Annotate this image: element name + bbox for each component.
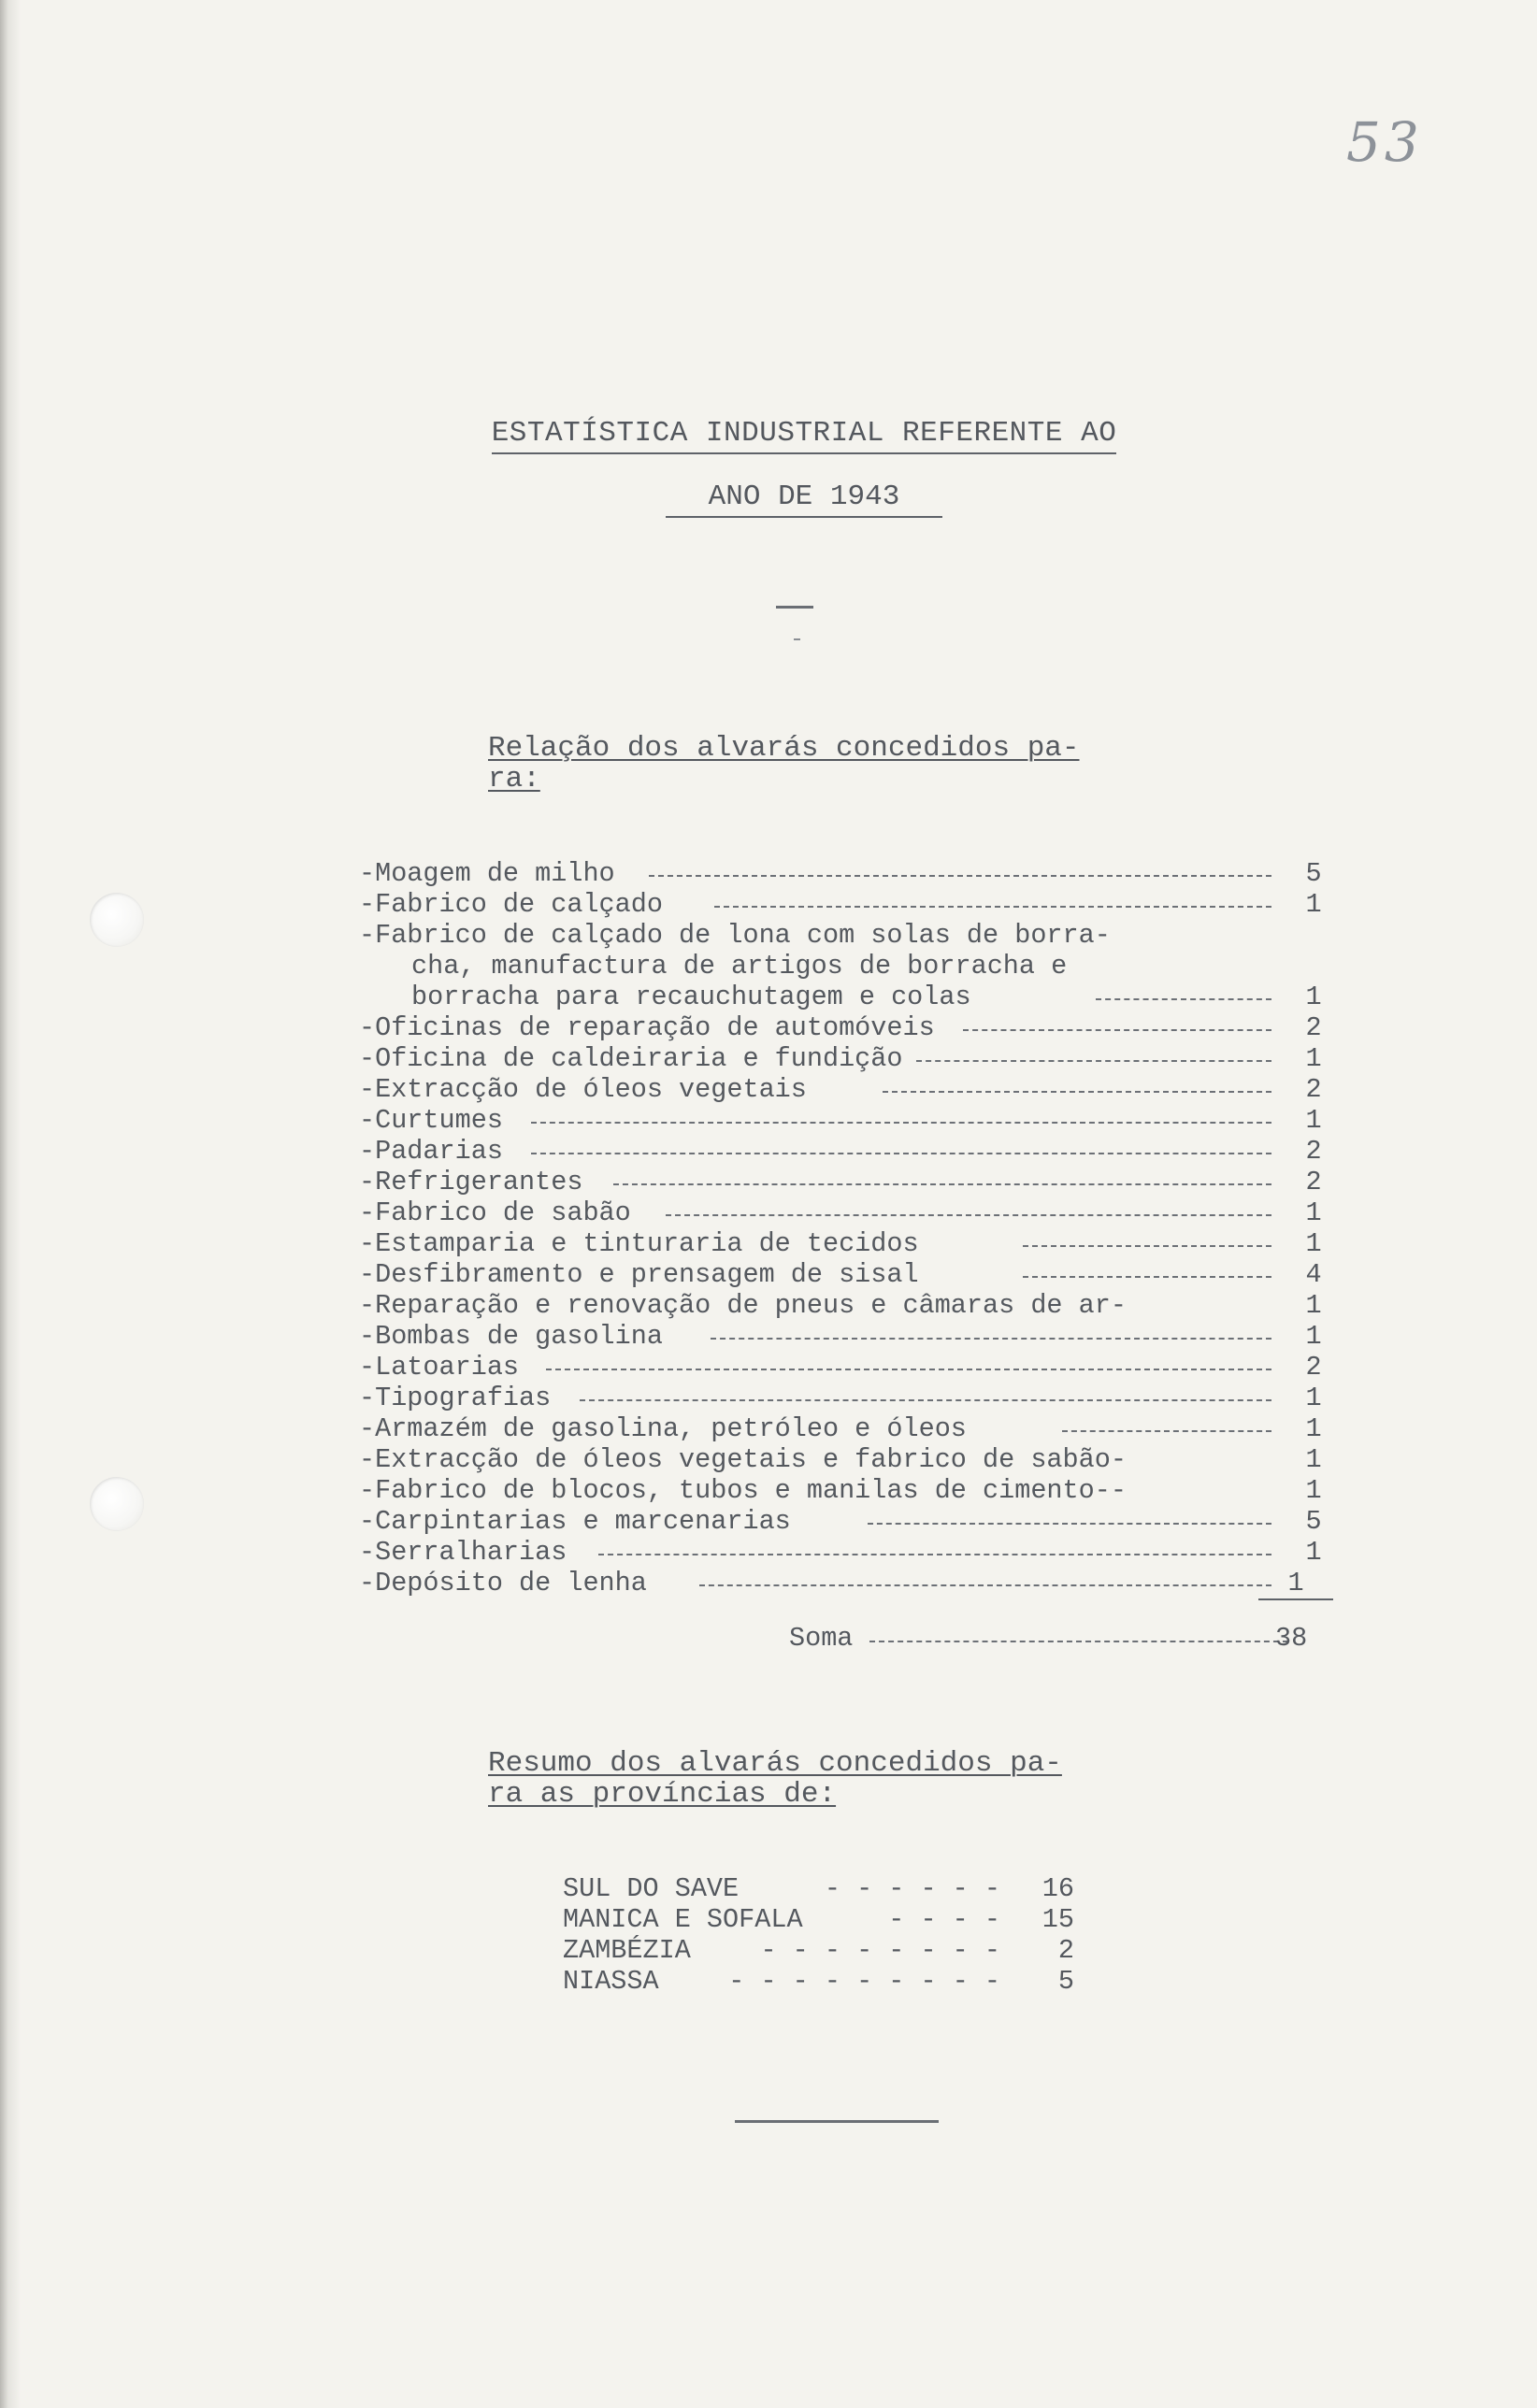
item-count: 2: [1305, 1352, 1322, 1383]
total-label: Soma: [789, 1623, 854, 1654]
item-label: -Serralharias: [359, 1537, 567, 1568]
item-label: borracha para recauchutagem e colas: [411, 982, 971, 1012]
item-count: 1: [1305, 1197, 1322, 1228]
leader-dashes: [1023, 1245, 1271, 1247]
list-item: [359, 1506, 1350, 1537]
province-name: NIASSA: [563, 1966, 659, 1997]
list-item: [359, 889, 1350, 920]
item-count: 2: [1305, 1012, 1322, 1043]
item-count: 1: [1305, 889, 1322, 920]
item-count: 5: [1305, 858, 1322, 889]
item-label: cha, manufactura de artigos de borracha e: [411, 951, 1068, 982]
list-item: [359, 1444, 1350, 1475]
list-item: [359, 982, 1350, 1012]
list-item: [359, 1568, 1350, 1598]
item-label: -Moagem de milho: [359, 858, 615, 889]
item-label: -Carpintarias e marcenarias: [359, 1506, 791, 1537]
item-label: -Reparação e renovação de pneus e câmaras de ar-: [359, 1290, 1127, 1321]
leader-dashes: - - - - - -: [824, 1873, 1000, 1904]
item-count: 2: [1305, 1074, 1322, 1105]
list-item: [359, 951, 1350, 982]
item-label: -Desfibramento e prensagem de sisal: [359, 1259, 919, 1290]
list-item: [359, 1383, 1350, 1413]
section-heading: Relação dos alvarás concedidos pa- ra:: [488, 732, 1080, 796]
item-count: 1: [1305, 1321, 1322, 1352]
list-item: [359, 1290, 1350, 1321]
item-label: -Padarias: [359, 1136, 503, 1167]
list-item: [359, 1136, 1350, 1167]
province-name: ZAMBÉZIA: [563, 1935, 691, 1966]
province-row: [563, 1873, 1086, 1904]
item-count: 5: [1305, 1506, 1322, 1537]
leader-dashes: [868, 1523, 1271, 1525]
province-name: MANICA E SOFALA: [563, 1904, 803, 1935]
item-count: 1: [1305, 1228, 1322, 1259]
item-count: 4: [1305, 1259, 1322, 1290]
leader-dashes: [883, 1091, 1271, 1093]
province-list: [563, 1873, 1086, 1997]
document-subtitle: ANO DE 1943: [0, 480, 1537, 513]
province-row: [563, 1935, 1086, 1966]
leader-dashes: [869, 1641, 1288, 1642]
leader-dashes: [711, 1338, 1271, 1340]
list-item: [359, 1074, 1350, 1105]
province-count: 2: [1057, 1935, 1074, 1966]
item-label: -Fabrico de sabão: [359, 1197, 631, 1228]
item-label: -Armazém de gasolina, petróleo e óleos: [359, 1413, 967, 1444]
item-label: -Curtumes: [359, 1105, 503, 1136]
leader-dashes: [963, 1029, 1271, 1031]
item-count: 1: [1305, 982, 1322, 1012]
total-value: 38: [1275, 1623, 1308, 1654]
list-item: [359, 1228, 1350, 1259]
divider-dot: [794, 638, 800, 640]
province-row: [563, 1904, 1086, 1935]
list-item: [359, 1352, 1350, 1383]
item-label: -Refrigerantes: [359, 1167, 583, 1197]
list-item: [359, 1259, 1350, 1290]
item-label: -Fabrico de calçado de lona com solas de borra-: [359, 920, 1111, 951]
item-count: 1: [1305, 1383, 1322, 1413]
item-count: 1: [1305, 1537, 1322, 1568]
leader-dashes: [699, 1584, 1271, 1586]
leader-dashes: [1062, 1430, 1271, 1432]
province-row: [563, 1966, 1086, 1997]
item-label: -Latoarias: [359, 1352, 520, 1383]
item-count: 1: [1305, 1290, 1322, 1321]
province-count: 5: [1057, 1966, 1074, 1997]
item-label: -Oficina de caldeiraria e fundição: [359, 1043, 903, 1074]
document-title: ESTATÍSTICA INDUSTRIAL REFERENTE AO: [0, 417, 1537, 450]
item-count: 1: [1305, 1475, 1322, 1506]
leader-dashes: [916, 1060, 1271, 1062]
province-count: 16: [1041, 1873, 1074, 1904]
list-item: [359, 920, 1350, 951]
list-item: [359, 1475, 1350, 1506]
leader-dashes: [613, 1183, 1271, 1185]
list-item: [359, 1043, 1350, 1074]
item-label: -Extracção de óleos vegetais e fabrico de sabão-: [359, 1444, 1127, 1475]
list-item: [359, 1413, 1350, 1444]
item-count: 1: [1258, 1568, 1333, 1600]
leader-dashes: [531, 1153, 1271, 1154]
list-item: [359, 1167, 1350, 1197]
leader-dashes: [649, 875, 1271, 877]
leader-dashes: [666, 1214, 1271, 1216]
item-label: -Tipografias: [359, 1383, 552, 1413]
paper-edge: [0, 0, 21, 2408]
item-count: 2: [1305, 1167, 1322, 1197]
item-count: 1: [1305, 1413, 1322, 1444]
item-label: -Bombas de gasolina: [359, 1321, 663, 1352]
punch-hole: [90, 1477, 144, 1531]
punch-hole: [90, 893, 144, 947]
list-item: [359, 1197, 1350, 1228]
list-item: [359, 858, 1350, 889]
leader-dashes: [531, 1122, 1271, 1124]
item-count: 1: [1305, 1105, 1322, 1136]
leader-dashes: [580, 1399, 1271, 1401]
licence-list: [359, 858, 1350, 1598]
summary-heading: Resumo dos alvarás concedidos pa- ra as províncias de:: [488, 1747, 1062, 1811]
item-count: 1: [1305, 1043, 1322, 1074]
leader-dashes: - - - - - - - - -: [728, 1966, 1000, 1997]
province-name: SUL DO SAVE: [563, 1873, 740, 1904]
leader-dashes: - - - -: [888, 1904, 1000, 1935]
list-item: [359, 1105, 1350, 1136]
leader-dashes: [546, 1369, 1271, 1370]
divider-dash: [776, 606, 813, 609]
list-item: [359, 1321, 1350, 1352]
leader-dashes: [1023, 1276, 1271, 1278]
list-item: [359, 1012, 1350, 1043]
leader-dashes: [714, 906, 1271, 908]
total-row: [789, 1622, 1350, 1656]
item-label: -Extracção de óleos vegetais: [359, 1074, 807, 1105]
list-item: [359, 1537, 1350, 1568]
leader-dashes: - - - - - - - -: [760, 1935, 1000, 1966]
item-label: -Fabrico de calçado: [359, 889, 663, 920]
handwritten-page-number: 53: [1346, 110, 1423, 174]
province-count: 15: [1041, 1904, 1074, 1935]
item-label: -Estamparia e tinturaria de tecidos: [359, 1228, 919, 1259]
leader-dashes: [1096, 998, 1271, 1000]
item-label: -Fabrico de blocos, tubos e manilas de cimento--: [359, 1475, 1127, 1506]
leader-dashes: [598, 1554, 1271, 1555]
item-label: -Depósito de lenha: [359, 1568, 647, 1598]
item-label: -Oficinas de reparação de automóveis: [359, 1012, 935, 1043]
item-count: 2: [1305, 1136, 1322, 1167]
end-rule: [735, 2120, 939, 2123]
item-count: 1: [1305, 1444, 1322, 1475]
